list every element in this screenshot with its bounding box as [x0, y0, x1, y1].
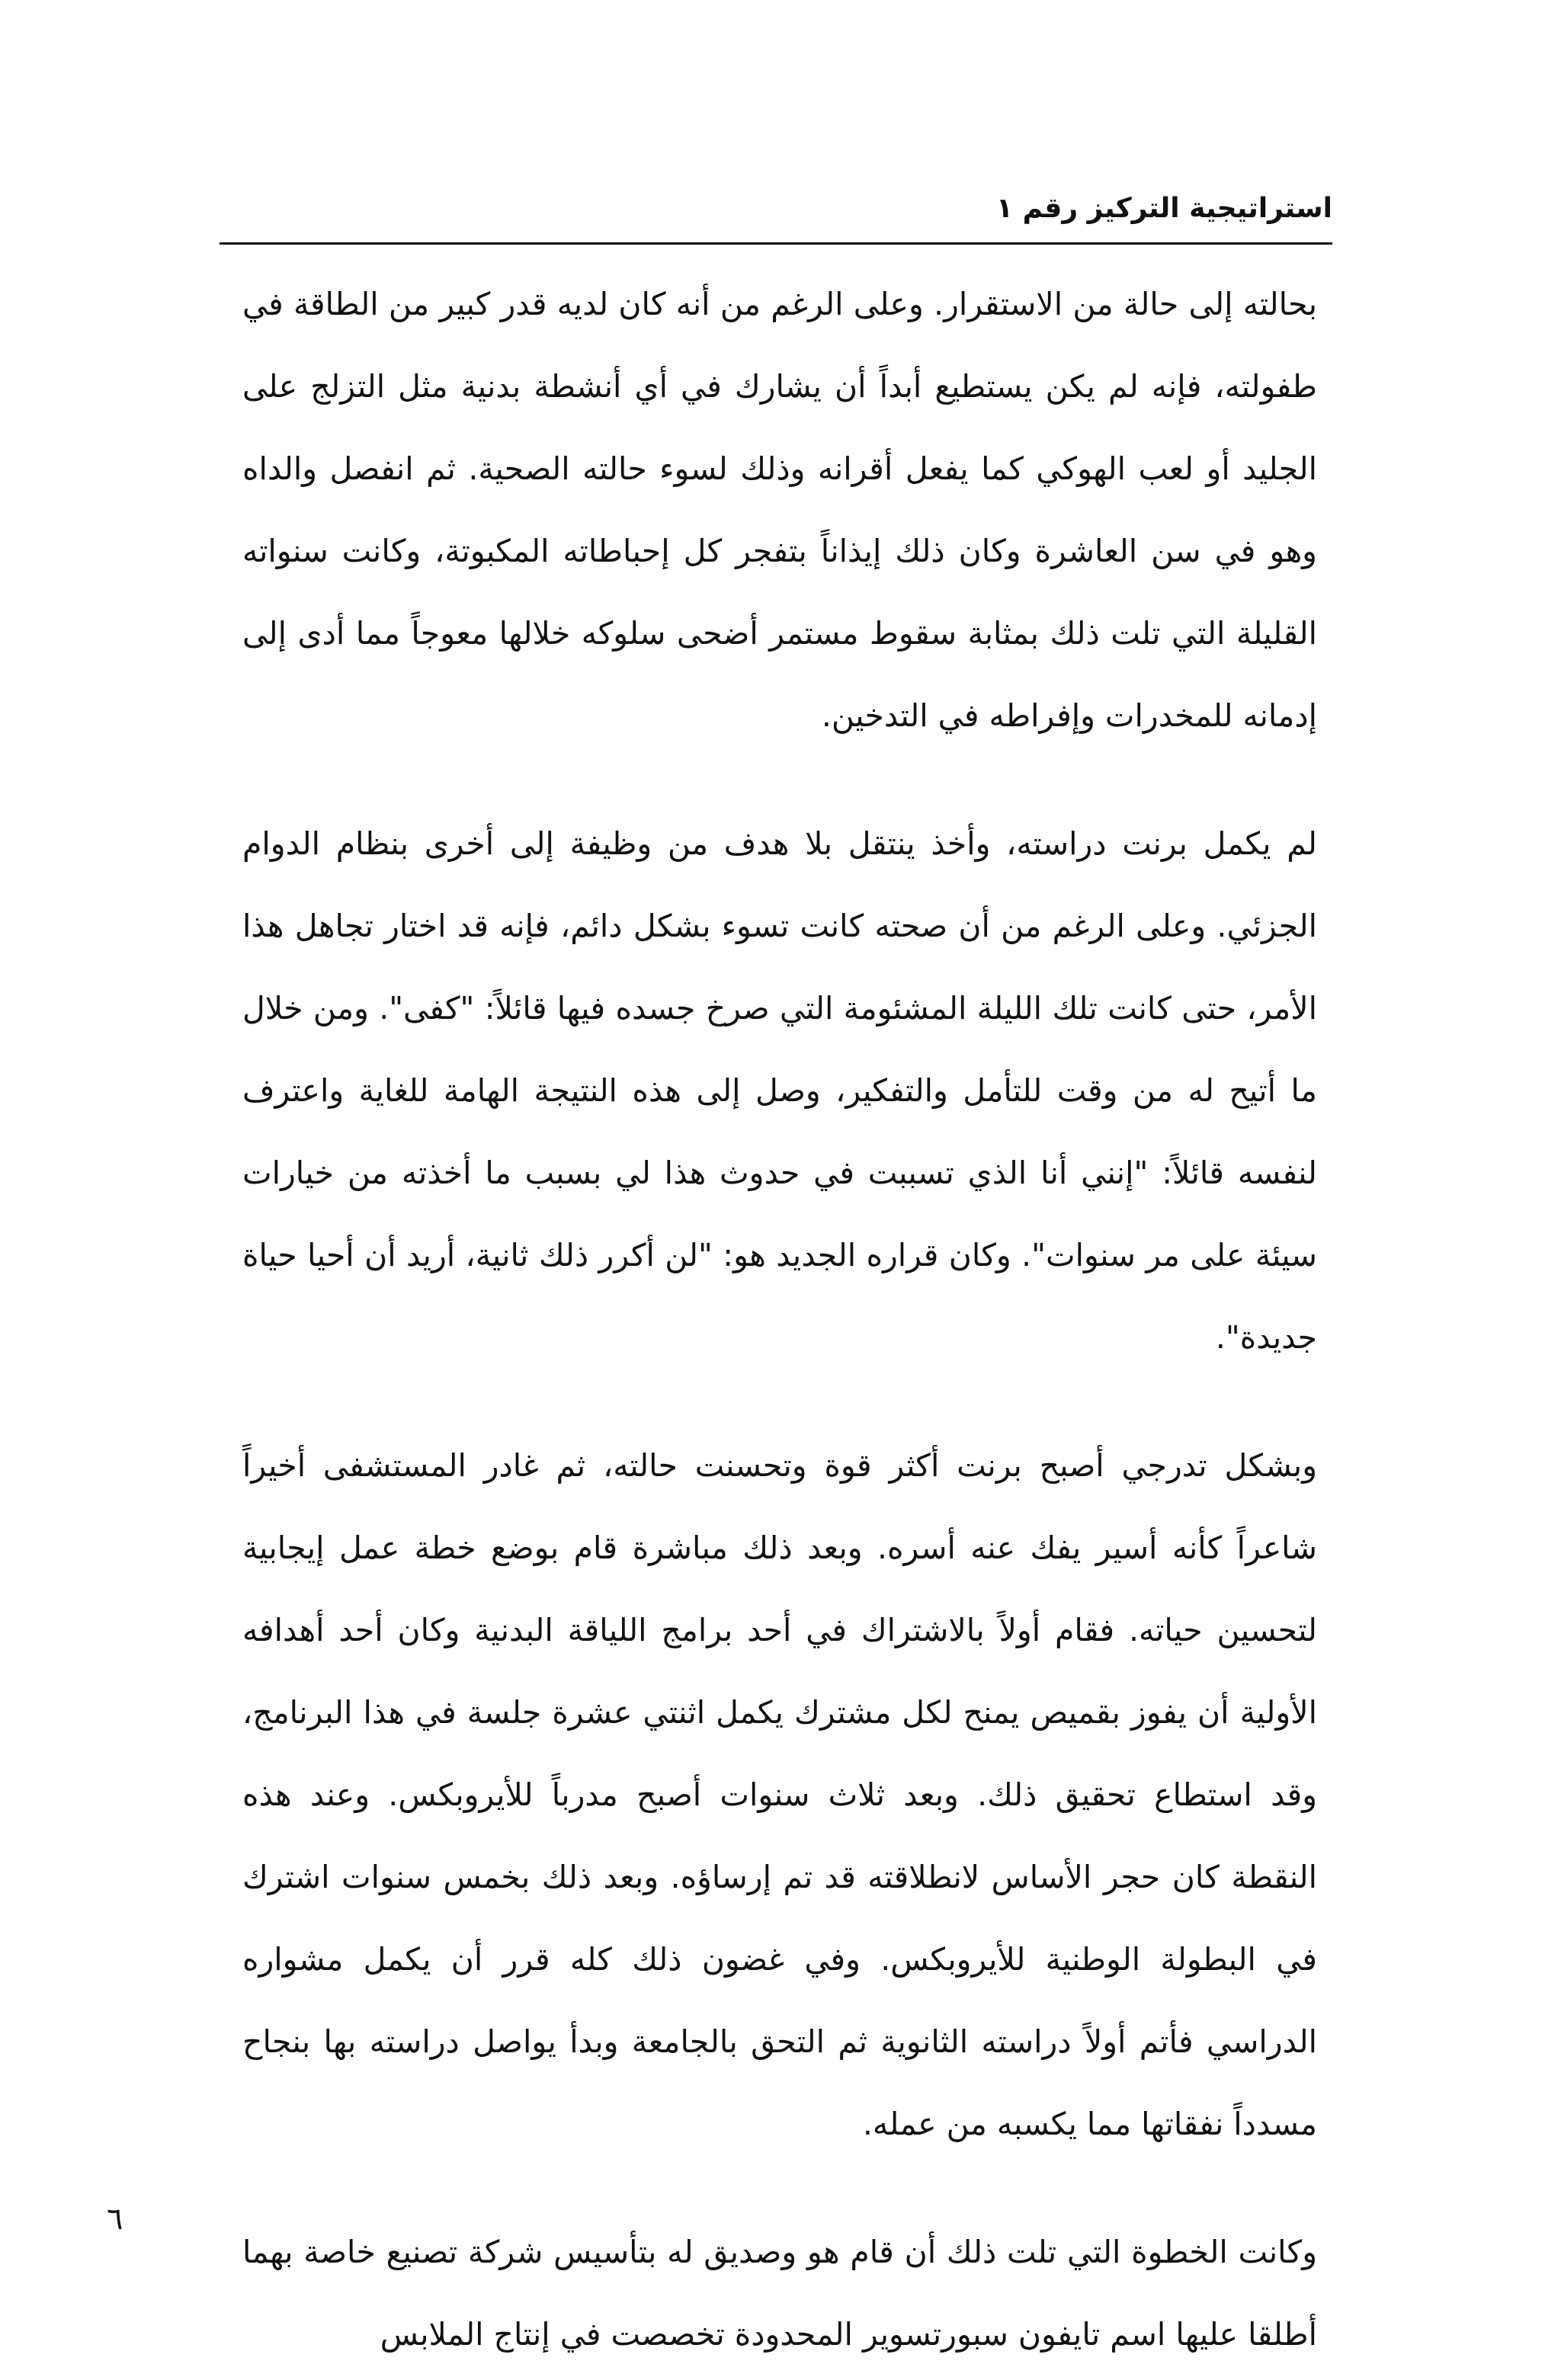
paragraph-1: بحالته إلى حالة من الاستقرار. وعلى الرغم من أنه كان لديه قدر كبير من الطاقة في طفولته، فإنه لم يكن يستطيع أبداً أن يشارك في أي أنشطة بدنية مثل التزلج على الجليد أو لعب الهوكي كما يفعل أقرانه وذلك لسوء حالته الصحية. ثم انفصل والداه وهو في سن العاشرة وكان ذلك إيذاناً بتفجر كل إحباطاته المكبوتة، وكانت سنواته القليلة التي تلت ذلك بمثابة سقوط مستمر أضحى سلوكه خلالها معوجاً مما أدى إلى إدمانه للمخدرات وإفراطه في التدخين.	[242, 286, 1317, 734]
body-text	[242, 263, 1317, 2375]
page-number: ٦	[107, 2202, 123, 2237]
paragraph-4: وكانت الخطوة التي تلت ذلك أن قام هو وصديق له بتأسيس شركة تصنيع خاصة بهما أطلقا عليها اسم تايفون سبورتسوير المحدودة تخصصت في إنتاج الملابس	[242, 2234, 1317, 2353]
paragraph-2: لم يكمل برنت دراسته، وأخذ ينتقل بلا هدف من وظيفة إلى أخرى بنظام الدوام الجزئي. وعلى الرغم من أن صحته كانت تسوء بشكل دائم، فإنه قد اختار تجاهل هذا الأمر، حتى كانت تلك الليلة المشئومة التي صرخ جسده فيها قائلاً: "كفى". ومن خلال ما أتيح له من وقت للتأمل والتفكير، وصل إلى هذه النتيجة الهامة للغاية واعترف لنفسه قائلاً: "إنني أنا الذي تسببت في حدوث هذا لي بسبب ما أخذته من خيارات سيئة على مر سنوات". وكان قراره الجديد هو: "لن أكرر ذلك ثانية، أريد أن أحيا حياة جديدة".	[242, 825, 1317, 1356]
paragraph-3: وبشكل تدرجي أصبح برنت أكثر قوة وتحسنت حالته، ثم غادر المستشفى أخيراً شاعراً كأنه أسير يفك عنه أسره. وبعد ذلك مباشرة قام بوضع خطة عمل إيجابية لتحسين حياته. فقام أولاً بالاشتراك في أحد برامج اللياقة البدنية وكان أحد أهدافه الأولية أن يفوز بقميص يمنح لكل مشترك يكمل اثنتي عشرة جلسة في هذا البرنامج، وقد استطاع تحقيق ذلك. وبعد ثلاث سنوات أصبح مدرباً للأيروبكس. وعند هذه النقطة كان حجر الأساس لانطلاقته قد تم إرساؤه. وبعد ذلك بخمس سنوات اشترك في البطولة الوطنية للأيروبكس. وفي غضون ذلك كله قرر أن يكمل مشواره الدراسي فأتم أولاً دراسته الثانوية ثم التحق بالجامعة وبدأ يواصل دراسته بها بنجاح مسدداً نفقاتها مما يكسبه من عمله.	[242, 1447, 1317, 2142]
running-header	[220, 181, 1332, 245]
running-header-title: استراتيجية التركيز رقم ١	[996, 193, 1332, 224]
